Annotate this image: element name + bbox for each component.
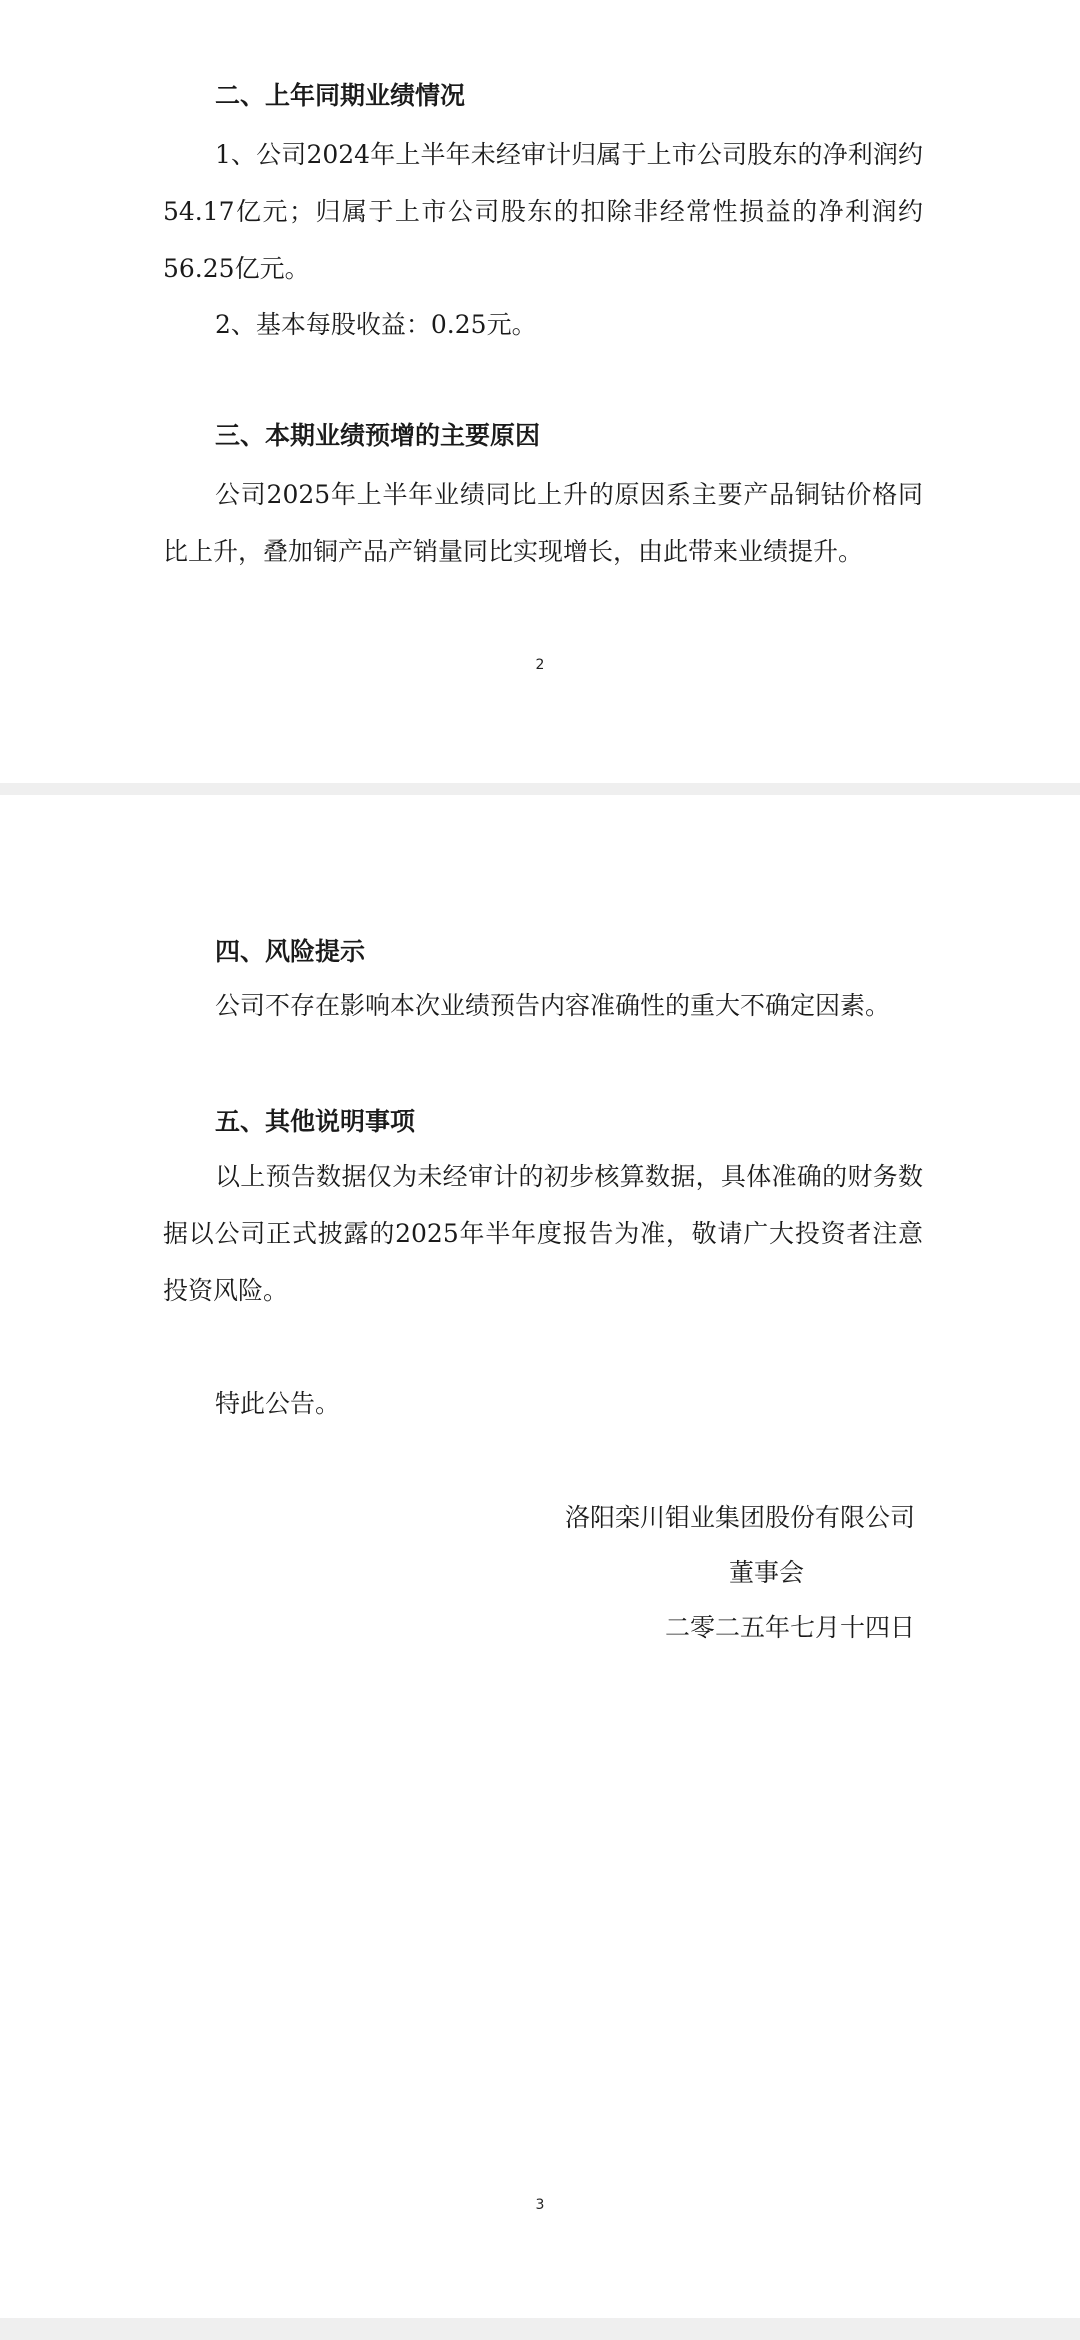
closing-statement: 特此公告。 bbox=[215, 1389, 341, 1418]
section-4-body: 公司不存在影响本次业绩预告内容准确性的重大不确定因素。 bbox=[215, 991, 891, 1020]
signature-company: 洛阳栾川钼业集团股份有限公司 bbox=[564, 1503, 915, 1532]
section-2-item-2: 2、基本每股收益：0.25元。 bbox=[215, 310, 537, 339]
section-3-body: 公司2025年上半年业绩同比上升的原因系主要产品铜钴价格同比上升，叠加铜产品产销量同比实现增长，由此带来业绩提升。 bbox=[163, 480, 923, 566]
page-number: 3 bbox=[535, 2197, 545, 2213]
page-separator bbox=[0, 2318, 1080, 2340]
signature-date: 二零二五年七月十四日 bbox=[664, 1613, 915, 1642]
section-2-item-1: 1、公司2024年上半年未经审计归属于上市公司股东的净利润约54.17亿元；归属于上市公司股东的扣除非经常性损益的净利润约56.25亿元。 bbox=[163, 140, 923, 283]
section-5-body: 以上预告数据仅为未经审计的初步核算数据，具体准确的财务数据以公司正式披露的2025年半年度报告为准，敬请广大投资者注意投资风险。 bbox=[163, 1162, 923, 1305]
document-page-2 bbox=[0, 0, 1080, 783]
page-number: 2 bbox=[535, 657, 545, 673]
page-separator bbox=[0, 783, 1080, 795]
section-5-heading: 五、其他说明事项 bbox=[215, 1107, 416, 1136]
section-2-heading: 二、上年同期业绩情况 bbox=[215, 81, 466, 110]
signature-board: 董事会 bbox=[729, 1558, 805, 1587]
section-4-heading: 四、风险提示 bbox=[215, 937, 366, 966]
section-3-heading: 三、本期业绩预增的主要原因 bbox=[215, 421, 541, 450]
document-page-3 bbox=[0, 795, 1080, 2318]
